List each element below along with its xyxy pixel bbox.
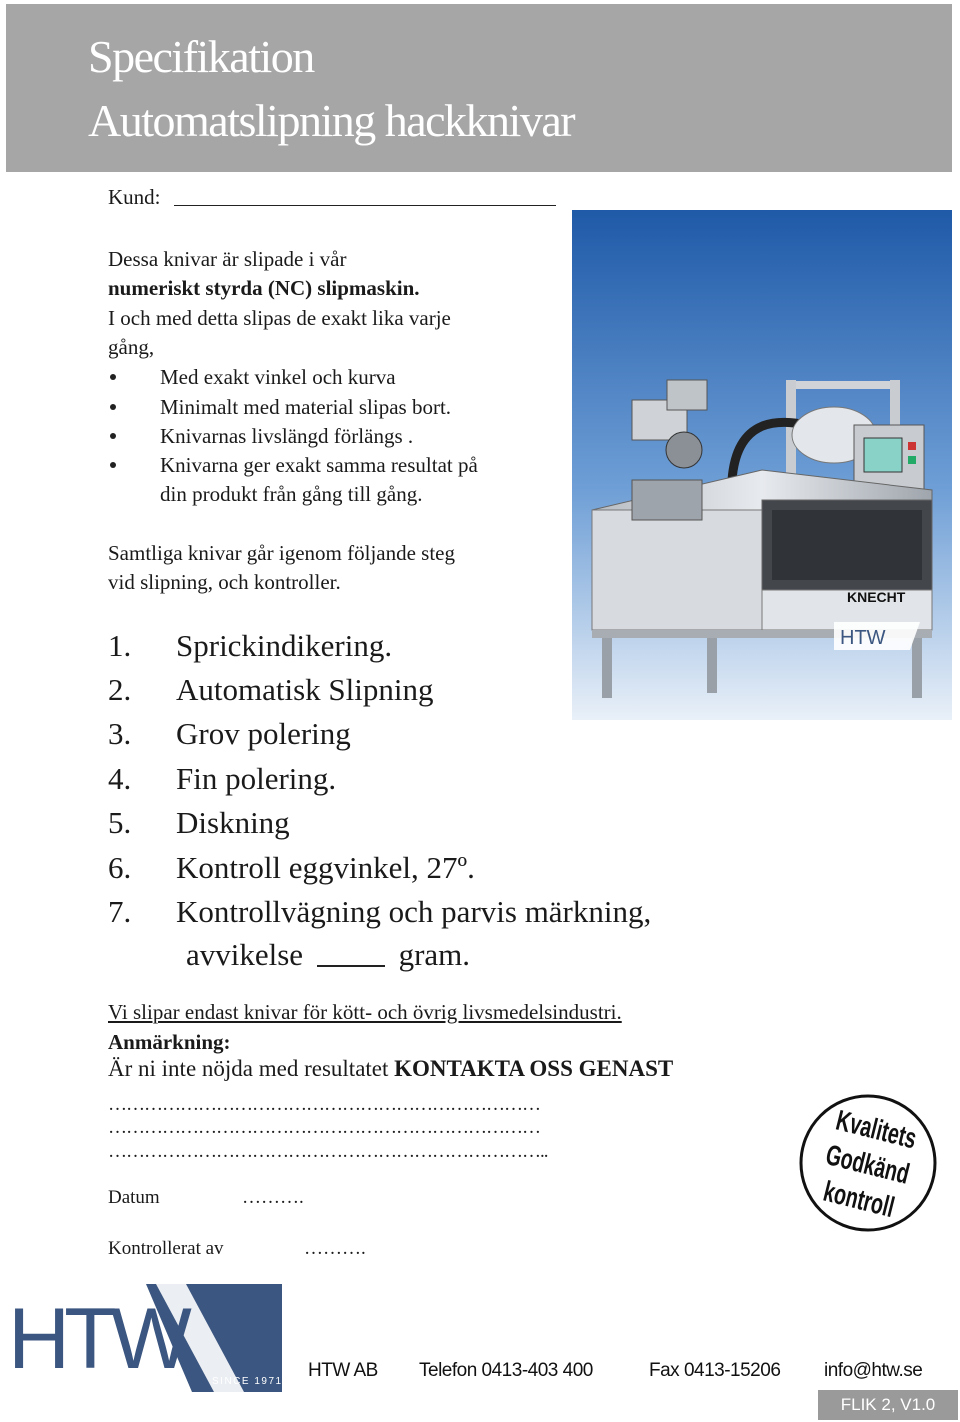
step-text: Diskning [176,805,290,840]
list-item: Med exakt vinkel och kurva [160,365,396,389]
remark-dots[interactable]: ……………………………………………………………… [108,1117,540,1138]
step-number: 5. [108,805,132,840]
stamp-line: kontroll [820,1176,898,1225]
step-number: 4. [108,761,132,796]
machine-brand-label: KNECHT [847,589,906,605]
step-number: 6. [108,850,132,885]
bullet-icon [110,433,116,439]
remark-label: Anmärkning: [108,1030,231,1054]
logo-since: SINCE 1971 [212,1376,283,1387]
customer-label: Kund: [108,185,161,209]
intro-line: Dessa knivar är slipade i vår [108,247,347,271]
footer-phone: Telefon 0413-403 400 [419,1360,593,1381]
remark-dots[interactable]: ……………………………………………………………….. [108,1141,548,1162]
bullet-icon [110,462,116,468]
date-label: Datum [108,1187,160,1208]
quality-stamp [795,1090,941,1236]
gram-label: gram. [398,937,471,972]
machine-logo-label: HTW [840,627,886,649]
stamp-line: Godkänd [822,1139,913,1191]
page-tab-label: FLIK 2, V1.0 [818,1390,958,1420]
list-item-cont: din produkt från gång till gång. [160,482,423,506]
industry-notice: Vi slipar endast knivar för kött- och övrig livsmedelsindustri. [108,1000,622,1024]
step-number: 2. [108,672,132,707]
footer-contact [290,1356,958,1388]
bullet-icon [110,374,116,380]
step-text: Automatisk Slipning [176,672,434,707]
step-number: 3. [108,716,132,751]
deviation-blank[interactable] [317,965,385,967]
intro-line: I och med detta slipas de exakt lika varje [108,306,451,330]
steps-intro: vid slipning, och kontroller. [108,570,341,594]
htw-logo [6,1280,286,1392]
step-number: 1. [108,628,132,663]
intro-line: gång, [108,335,155,359]
customer-field[interactable] [174,205,556,206]
checked-by-label: Kontrollerat av [108,1238,224,1259]
feature-list [110,363,580,513]
footer-email[interactable]: info@htw.se [824,1360,923,1381]
footer-fax: Fax 0413-15206 [649,1360,781,1381]
step7-continuation [186,937,470,973]
step-number: 7. [108,894,132,929]
checked-by-field[interactable]: ………. [304,1238,366,1259]
deviation-label: avvikelse [186,937,304,972]
stamp-line: Kvalitets [832,1105,920,1156]
footer-company: HTW AB [308,1360,378,1381]
remark-dots[interactable]: ……………………………………………………………… [108,1094,540,1115]
grinding-machine-image [572,210,952,720]
steps-intro: Samtliga knivar går igenom följande steg [108,541,455,565]
step-text: Kontrollvägning och parvis märkning, [176,894,652,929]
list-item: Minimalt med material slipas bort. [160,395,452,419]
step-text: Sprickindikering. [176,628,393,663]
date-field[interactable]: ………. [242,1187,304,1208]
intro-line-bold: numeriskt styrda (NC) slipmaskin. [108,276,420,300]
bullet-icon [110,404,116,410]
list-item: Knivarna ger exakt samma resultat på [160,453,478,477]
list-item: Knivarnas livslängd förlängs . [160,424,414,448]
logo-text: HTW [8,1291,186,1387]
step-text: Fin polering. [176,761,337,796]
remark-prefix: Är ni inte nöjda med resultatet [108,1056,395,1081]
remark-text [108,1056,673,1082]
step-text: Kontroll eggvinkel, 27º. [176,850,475,885]
step-text: Grov polering [176,716,351,751]
page-subtitle: Automatslipning hackknivar [88,95,575,146]
page-title: Specifikation [88,31,314,82]
contact-us-text: KONTAKTA OSS GENAST [394,1056,674,1081]
